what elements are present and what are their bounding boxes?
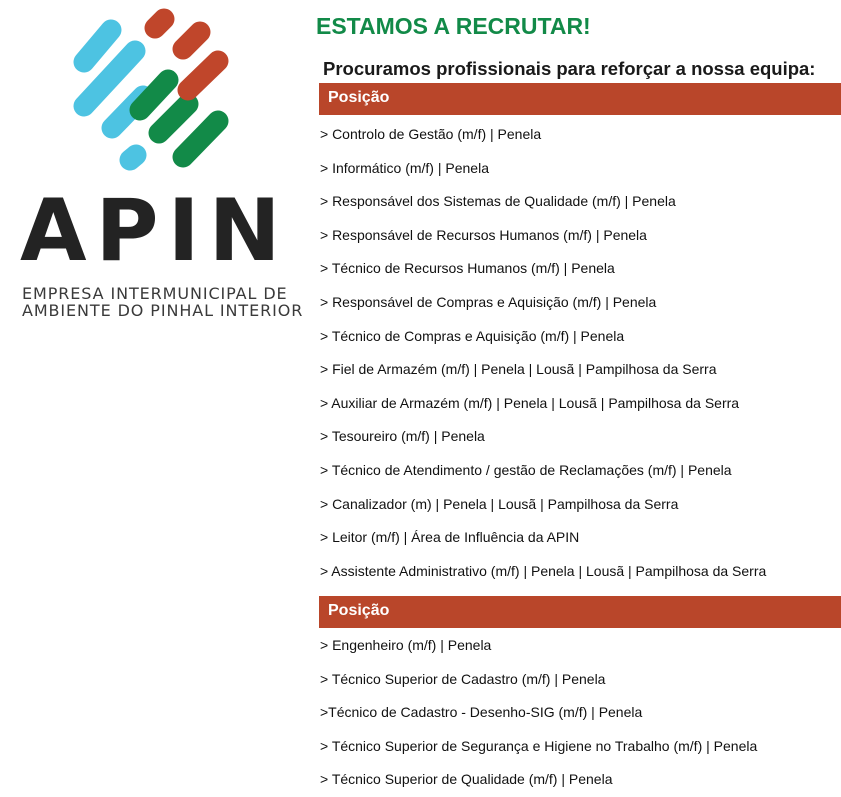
list-item: > Técnico Superior de Segurança e Higiene no Trabalho (m/f) | Penela xyxy=(320,737,758,754)
section-header-label: Posição xyxy=(328,89,390,106)
list-item: > Técnico Superior de Cadastro (m/f) | Penela xyxy=(320,670,606,687)
job-list-2 xyxy=(320,629,757,797)
apin-logo xyxy=(0,0,310,330)
section-header-2 xyxy=(319,596,841,628)
list-item: > Técnico de Compras e Aquisição (m/f) | Penela xyxy=(320,327,625,344)
list-item: >Técnico de Cadastro - Desenho-SIG (m/f) | Penela xyxy=(320,704,643,721)
apin-emblem-icon xyxy=(0,0,310,200)
section-header-label: Posição xyxy=(328,602,390,619)
section-header-1 xyxy=(319,83,841,115)
list-item: > Canalizador (m) | Penela | Lousã | Pampilhosa da Serra xyxy=(320,495,679,512)
list-item: > Tesoureiro (m/f) | Penela xyxy=(320,428,485,445)
headline: ESTAMOS A RECRUTAR! xyxy=(316,13,591,39)
list-item: > Técnico Superior de Qualidade (m/f) | Penela xyxy=(320,771,613,788)
list-item: > Leitor (m/f) | Área de Influência da APIN xyxy=(320,529,580,546)
list-item: > Controlo de Gestão (m/f) | Penela xyxy=(320,126,542,142)
list-item: > Responsável dos Sistemas de Qualidade (m/f) | Penela xyxy=(320,193,676,210)
list-item: > Informático (m/f) | Penela xyxy=(320,159,489,176)
logo-subtitle-line1: EMPRESA INTERMUNICIPAL DE xyxy=(22,284,288,303)
list-item: > Técnico de Atendimento / gestão de Reclamações (m/f) | Penela xyxy=(320,461,732,478)
list-item: > Fiel de Armazém (m/f) | Penela | Lousã | Pampilhosa da Serra xyxy=(320,361,717,378)
list-item: > Auxiliar de Armazém (m/f) | Penela | Lousã | Pampilhosa da Serra xyxy=(320,394,740,411)
logo-subtitle-line2: AMBIENTE DO PINHAL INTERIOR xyxy=(22,301,304,320)
list-item: > Engenheiro (m/f) | Penela xyxy=(320,637,492,653)
job-list-1 xyxy=(320,118,766,588)
apin-wordmark: APIN xyxy=(20,181,290,281)
intro-text: Procuramos profissionais para reforçar a nossa equipa: xyxy=(323,58,816,79)
list-item: > Responsável de Recursos Humanos (m/f) | Penela xyxy=(320,226,647,243)
list-item: > Assistente Administrativo (m/f) | Penela | Lousã | Pampilhosa da Serra xyxy=(320,562,767,579)
recruitment-panel xyxy=(316,0,841,797)
list-item: > Técnico de Recursos Humanos (m/f) | Penela xyxy=(320,260,615,277)
list-item: > Responsável de Compras e Aquisição (m/f) | Penela xyxy=(320,293,657,310)
